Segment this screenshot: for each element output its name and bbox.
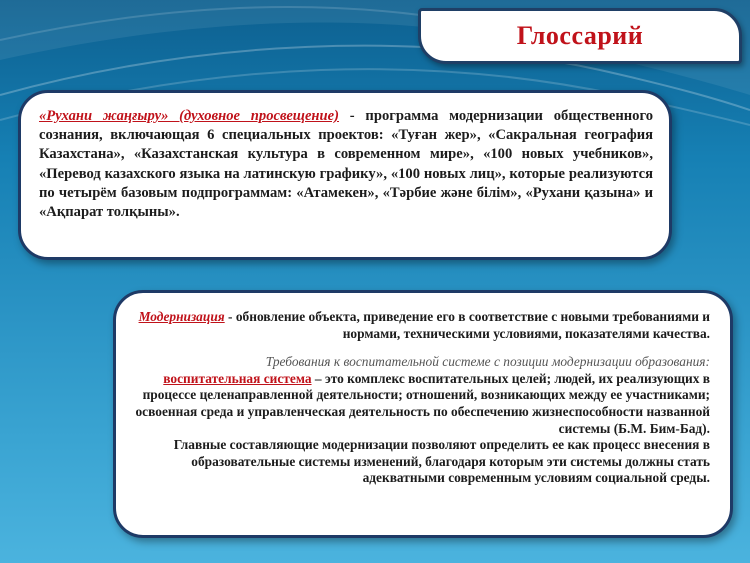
modernization-term: Модернизация <box>138 309 225 324</box>
requirements-paragraph <box>130 354 710 487</box>
rukhani-term: «Рухани жаңғыру» (духовное просвещение) <box>39 108 339 124</box>
system-definition: – это комплекс воспитательных целей; людей, их реализующих в процессе целенаправленной деятельности; отношений, возникающих между ее участниками; освоенная среда и управленческая деятельность по обеспечению жизнеспособности названной системы (Б.М. Бим-Бад). <box>135 370 710 436</box>
page-title: Глоссарий <box>516 21 644 50</box>
rukhani-paragraph <box>39 107 653 222</box>
rukhani-definition: - программа модернизации общественного сознания, включающая 6 специальных проектов: «Туған жер», «Сакральная география Казахстана», «Казахстанская культура в современном мире», «100 новых учебников», «Перевод казахского языка на латинскую графику», «100 новых лиц», которые реализуются по четырём базовым подпрограммам: «Атамекен», «Тәрбие және білім», «Рухани қазына» и «Ақпарат толқыны». <box>39 108 654 221</box>
system-term: воспитательная система <box>163 370 312 386</box>
requirements-heading: Требования к воспитательной системе с позиции модернизации образования: <box>265 354 710 370</box>
conclusion-text: Главные составляющие модернизации позволяют определить ее как процесс внесения в образовательные системы изменений, благодаря которым эти системы должны стать адекватными современным условиям социальной среды. <box>173 437 710 486</box>
title-banner <box>418 8 742 64</box>
modernization-definition: - обновление объекта, приведение его в соответствие с новыми требованиями и нормами, техническими условиями, показателями качества. <box>224 309 710 341</box>
glossary-card-rukhani <box>18 90 672 260</box>
modernization-paragraph <box>130 309 710 342</box>
glossary-card-modernization <box>113 290 733 538</box>
